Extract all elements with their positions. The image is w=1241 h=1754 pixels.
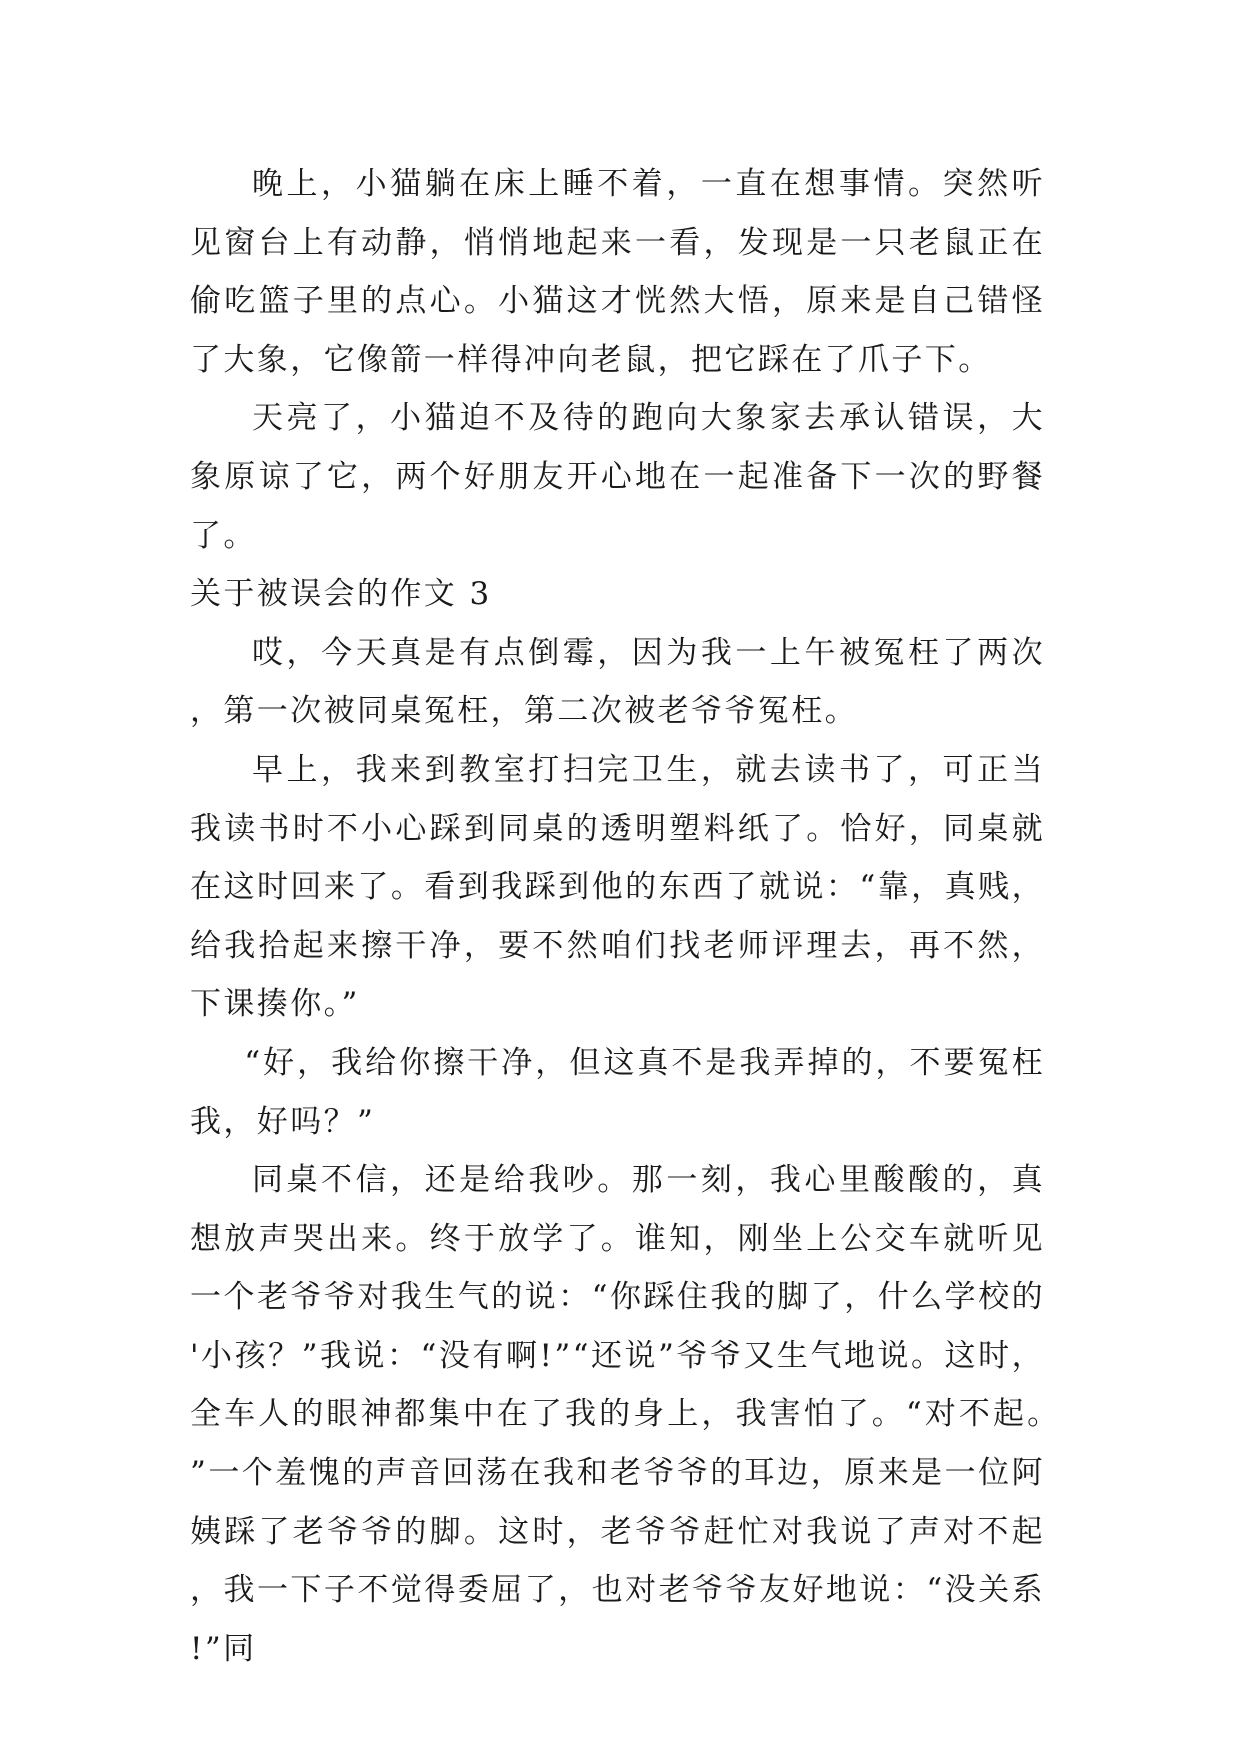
section-heading: 关于被误会的作文 3 [190, 576, 492, 613]
paragraph-bus-story: 同桌不信，还是给我吵。那一刻，我心里酸酸的，真想放声哭出来。终于放学了。谁知，刚坐上公交车就听见一个老爷爷对我生气的说：“你踩住我的脚了，什么学校的'小孩？”我说：“没有啊!”“还说”爷爷又生气地说。这时，全车人的眼神都集中在了我的身上，我害怕了。“对不起。”一个羞愧的声音回荡在我和老爷爷的耳边，原来是一位阿姨踩了老爷爷的脚。这时，老爷爷赶忙对我说了声对不起，我一下子不觉得委屈了，也对老爷爷友好地说：“没关系!”同 [190, 1162, 1045, 1667]
paragraph-morning-classroom: 早上，我来到教室打扫完卫生，就去读书了，可正当我读书时不小心踩到同桌的透明塑料纸了。恰好，同桌就在这时回来了。看到我踩到他的东西了就说：“靠，真贱，给我拾起来擦干净，要不然咱们找老师评理去，再不然，下课揍你。” [190, 751, 1045, 1023]
paragraph-night-cat: 晚上，小猫躺在床上睡不着，一直在想事情。突然听见窗台上有动静，悄悄地起来一看，发现是一只老鼠正在偷吃篮子里的点心。小猫这才恍然大悟，原来是自己错怪了大象，它像箭一样得冲向老鼠，把它踩在了爪子下。 [190, 166, 1045, 378]
paragraph-daybreak: 天亮了，小猫迫不及待的跑向大象家去承认错误，大象原谅了它，两个好朋友开心地在一起准备下一次的野餐了。 [190, 400, 1045, 554]
document-page [190, 155, 1045, 1678]
paragraph-reply-quote: “好，我给你擦干净，但这真不是我弄掉的，不要冤枉我，好吗？” [190, 1044, 1045, 1140]
paragraph-unlucky-day: 哎，今天真是有点倒霉，因为我一上午被冤枉了两次，第一次被同桌冤枉，第二次被老爷爷冤枉。 [190, 634, 1045, 730]
